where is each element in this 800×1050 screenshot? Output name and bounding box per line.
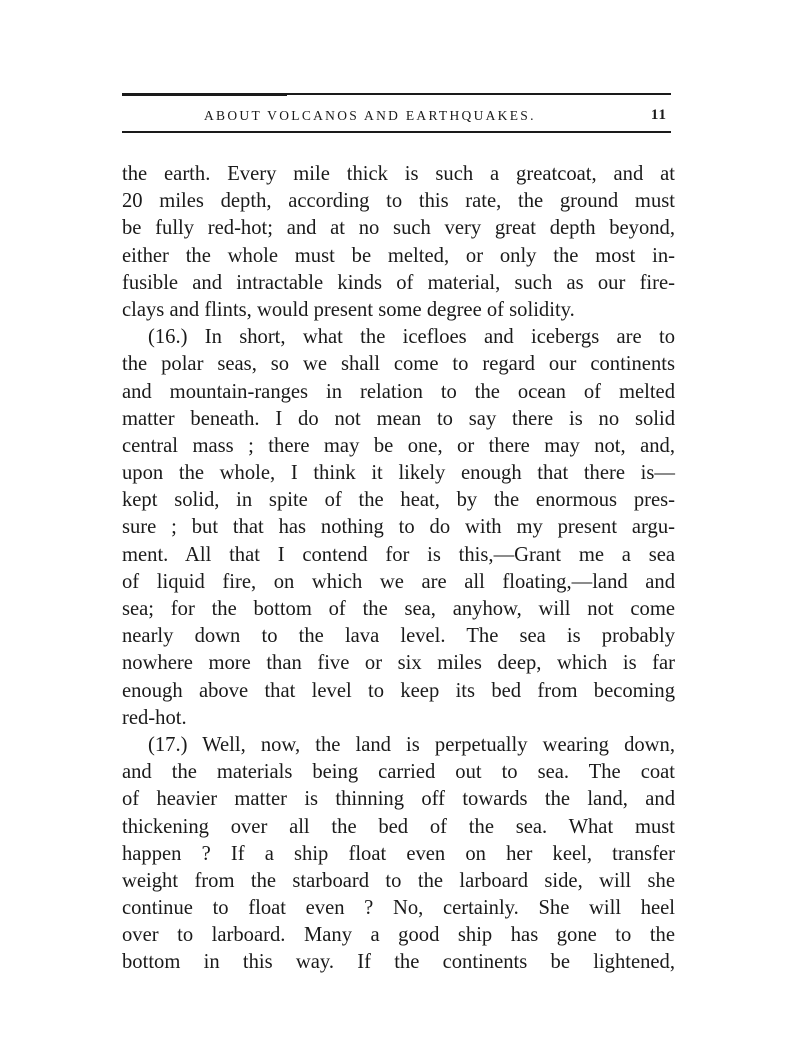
text-line: fusible and intractable kinds of material, such as our fire- — [122, 271, 675, 294]
text-line: kept solid, in spite of the heat, by the enormous pres- — [122, 489, 675, 512]
page-number: 11 — [650, 107, 667, 123]
text-line: upon the whole, I think it likely enough that there is— — [122, 462, 675, 485]
paragraph-16-start: (16.) In short, what the icefloes and icebergs are to — [148, 326, 675, 349]
text-line: happen ? If a ship float even on her keel, transfer — [122, 842, 675, 865]
text-line: and mountain-ranges in relation to the ocean of melted — [122, 380, 675, 403]
text-line: be fully red-hot; and at no such very great depth beyond, — [122, 217, 675, 240]
text-line: weight from the starboard to the larboard side, will she — [122, 869, 675, 892]
header-bottom-rule — [122, 131, 671, 133]
text-line: the earth. Every mile thick is such a greatcoat, and at — [122, 163, 675, 185]
text-line: ment. All that I contend for is this,—Grant me a sea — [122, 543, 675, 566]
text-line: clays and flints, would present some degree of solidity. — [122, 298, 575, 321]
text-line: the polar seas, so we shall come to regard our continents — [122, 353, 675, 376]
text-line: nearly down to the lava level. The sea is probably — [122, 625, 675, 648]
running-title: ABOUT VOLCANOS AND EARTHQUAKES. — [204, 108, 536, 123]
text-line: enough above that level to keep its bed from becoming — [122, 679, 675, 702]
text-line: 20 miles depth, according to this rate, the ground must — [122, 190, 675, 213]
text-line: thickening over all the bed of the sea. What must — [122, 815, 675, 838]
text-line: continue to float even ? No, certainly. She will heel — [122, 897, 675, 920]
text-line: red-hot. — [122, 706, 187, 729]
text-line: bottom in this way. If the continents be lightened, — [122, 951, 675, 974]
text-line: and the materials being carried out to sea. The coat — [122, 761, 675, 784]
text-line: matter beneath. I do not mean to say there is no solid — [122, 407, 675, 430]
text-line: nowhere more than five or six miles deep, which is far — [122, 652, 675, 675]
paragraph-17-start: (17.) Well, now, the land is perpetually wearing down, — [148, 733, 675, 756]
text-line: of liquid fire, on which we are all floating,—land and — [122, 570, 675, 593]
text-line: central mass ; there may be one, or there may not, and, — [122, 434, 675, 457]
text-line: sure ; but that has nothing to do with my present argu- — [122, 516, 675, 539]
text-line: either the whole must be melted, or only the most in- — [122, 244, 675, 267]
header-top-rule-accent — [122, 95, 287, 96]
text-line: of heavier matter is thinning off towards the land, and — [122, 788, 675, 811]
text-line: sea; for the bottom of the sea, anyhow, will not come — [122, 598, 675, 620]
body-text — [122, 161, 675, 977]
text-line: over to larboard. Many a good ship has gone to the — [122, 924, 675, 947]
running-head — [122, 106, 671, 128]
